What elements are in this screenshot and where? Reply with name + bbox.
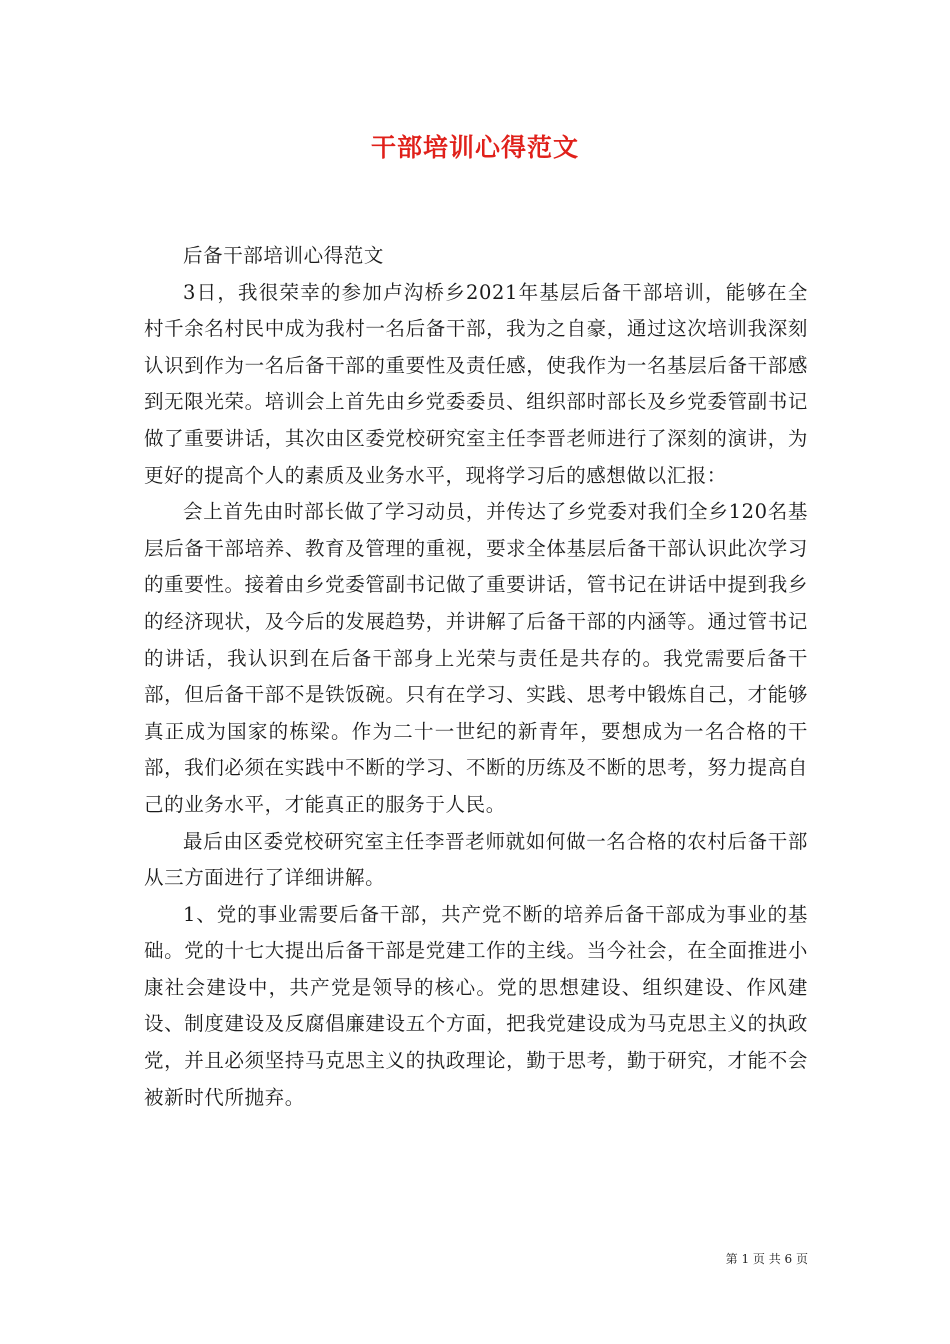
body-paragraph: 1、党的事业需要后备干部，共产党不断的培养后备干部成为事业的基础。党的十七大提出后备干部是党建工作的主线。当今社会，在全面推进小康社会建设中，共产党是领导的核心。党的思想建设、组织建设、作风建设、制度建设及反腐倡廉建设五个方面，把我党建设成为马克思主义的执政党，并且必须坚持马克思主义的执政理论，勤于思考，勤于研究，才能不会被新时代所抛弃。 (144, 902, 808, 1109)
page-number-footer: 第 1 页 共 6 页 (725, 1252, 808, 1266)
body-paragraph: 最后由区委党校研究室主任李晋老师就如何做一名合格的农村后备干部从三方面进行了详细讲解。 (144, 829, 808, 890)
body-paragraph: 3日，我很荣幸的参加卢沟桥乡2021年基层后备干部培训，能够在全村千余名村民中成为我村一名后备干部，我为之自豪，通过这次培训我深刻认识到作为一名后备干部的重要性及责任感，使我作为一名基层后备干部感到无限光荣。培训会上首先由乡党委委员、组织部时部长及乡党委管副书记做了重要讲话，其次由区委党校研究室主任李晋老师进行了深刻的演讲，为更好的提高个人的素质及业务水平，现将学习后的感想做以汇报： (144, 280, 808, 487)
body-paragraph: 会上首先由时部长做了学习动员，并传达了乡党委对我们全乡120名基层后备干部培养、教育及管理的重视，要求全体基层后备干部认识此次学习的重要性。接着由乡党委管副书记做了重要讲话，管书记在讲话中提到我乡的经济现状，及今后的发展趋势，并讲解了后备干部的内涵等。通过管书记的讲话，我认识到在后备干部身上光荣与责任是共存的。我党需要后备干部，但后备干部不是铁饭碗。只有在学习、实践、思考中锻炼自己，才能够真正成为国家的栋梁。作为二十一世纪的新青年，要想成为一名合格的干部，我们必须在实践中不断的学习、不断的历练及不断的思考，努力提高自己的业务水平，才能真正的服务于人民。 (144, 500, 808, 816)
subtitle-paragraph: 后备干部培训心得范文 (183, 244, 385, 267)
document-title: 干部培训心得范文 (370, 133, 579, 162)
document-body (144, 238, 808, 1116)
